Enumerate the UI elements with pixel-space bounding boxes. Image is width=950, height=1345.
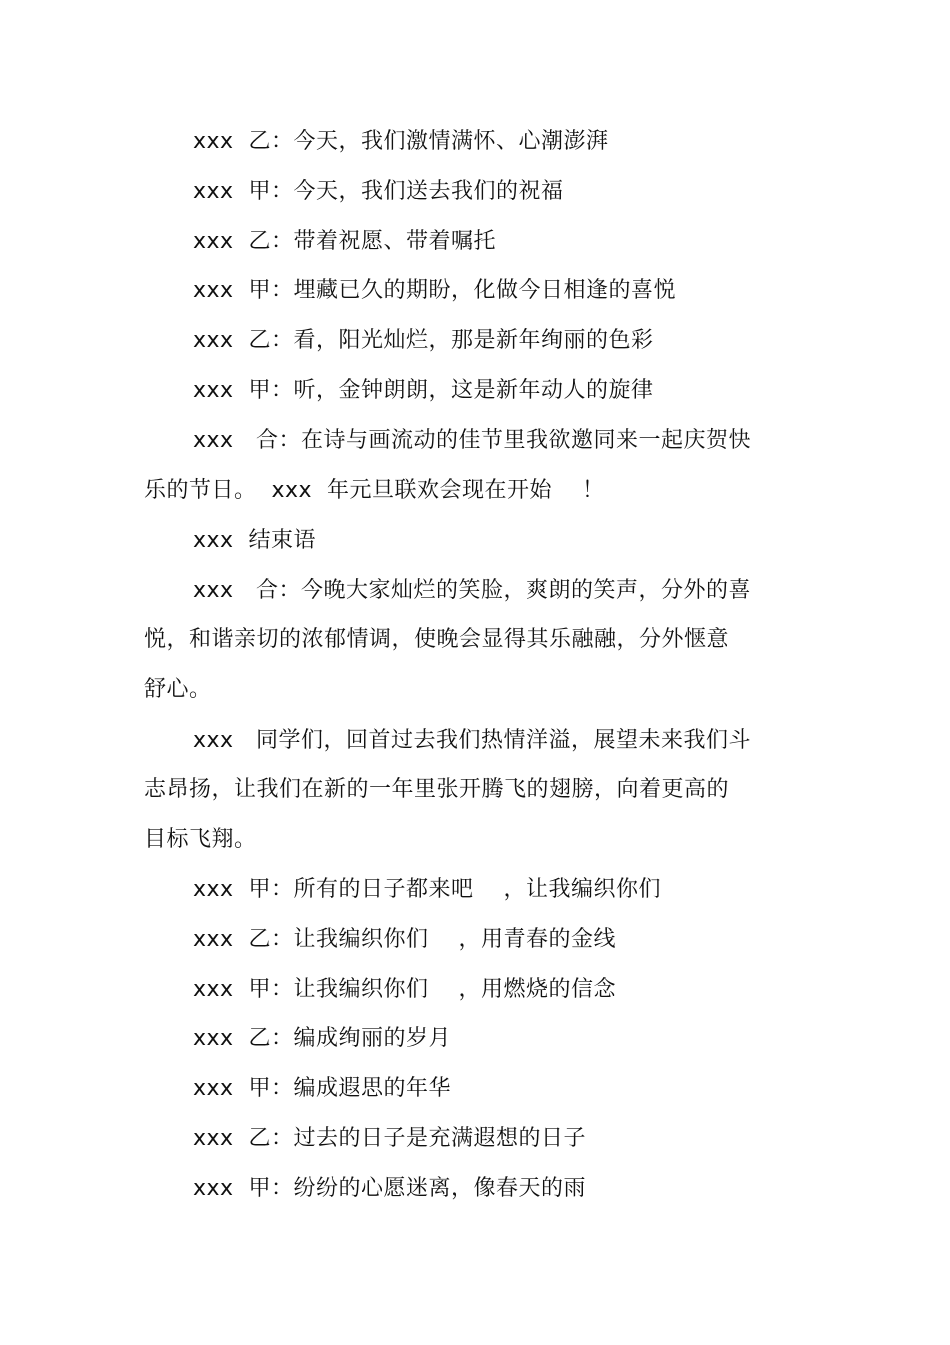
dialogue-line: xxx 乙：带着祝愿、带着嘱托 — [193, 229, 497, 254]
dialogue-line: xxx 甲：纷纷的心愿迷离，像春天的雨 — [193, 1176, 587, 1201]
dialogue-line: xxx 合：在诗与画流动的佳节里我欲邀同来一起庆贺快 — [193, 428, 752, 453]
dialogue-line: xxx 乙：看，阳光灿烂，那是新年绚丽的色彩 — [193, 328, 654, 353]
dialogue-line: xxx 乙：让我编织你们 ，用青春的金线 — [193, 927, 617, 952]
dialogue-line: xxx 乙：过去的日子是充满遐想的日子 — [193, 1126, 587, 1151]
paragraph-line: 志昂扬，让我们在新的一年里张开腾飞的翅膀，向着更高的 — [144, 777, 730, 802]
dialogue-line: xxx 甲：让我编织你们 ，用燃烧的信念 — [193, 977, 617, 1002]
paragraph-line: 舒心。 — [144, 677, 212, 702]
section-heading: xxx 结束语 — [193, 528, 317, 553]
dialogue-line: xxx 甲：所有的日子都来吧 ，让我编织你们 — [193, 877, 662, 902]
paragraph-line: xxx 合：今晚大家灿烂的笑脸，爽朗的笑声，分外的喜 — [193, 578, 752, 603]
dialogue-line: xxx 乙：今天，我们激情满怀、心潮澎湃 — [193, 129, 609, 154]
dialogue-line: xxx 甲：埋藏已久的期盼，化做今日相逢的喜悦 — [193, 278, 677, 303]
dialogue-line: xxx 甲：编成遐思的年华 — [193, 1076, 452, 1101]
dialogue-line: xxx 甲：听，金钟朗朗，这是新年动人的旋律 — [193, 378, 654, 403]
dialogue-line: xxx 甲：今天，我们送去我们的祝福 — [193, 179, 564, 204]
paragraph-line: 悦，和谐亲切的浓郁情调，使晚会显得其乐融融，分外惬意 — [144, 627, 730, 652]
dialogue-line: xxx 乙：编成绚丽的岁月 — [193, 1026, 452, 1051]
paragraph-line: 目标飞翔。 — [144, 827, 257, 852]
dialogue-line-continuation: 乐的节日。 xxx 年元旦联欢会现在开始 ！ — [144, 478, 605, 503]
paragraph-line: xxx 同学们，回首过去我们热情洋溢，展望未来我们斗 — [193, 728, 752, 753]
